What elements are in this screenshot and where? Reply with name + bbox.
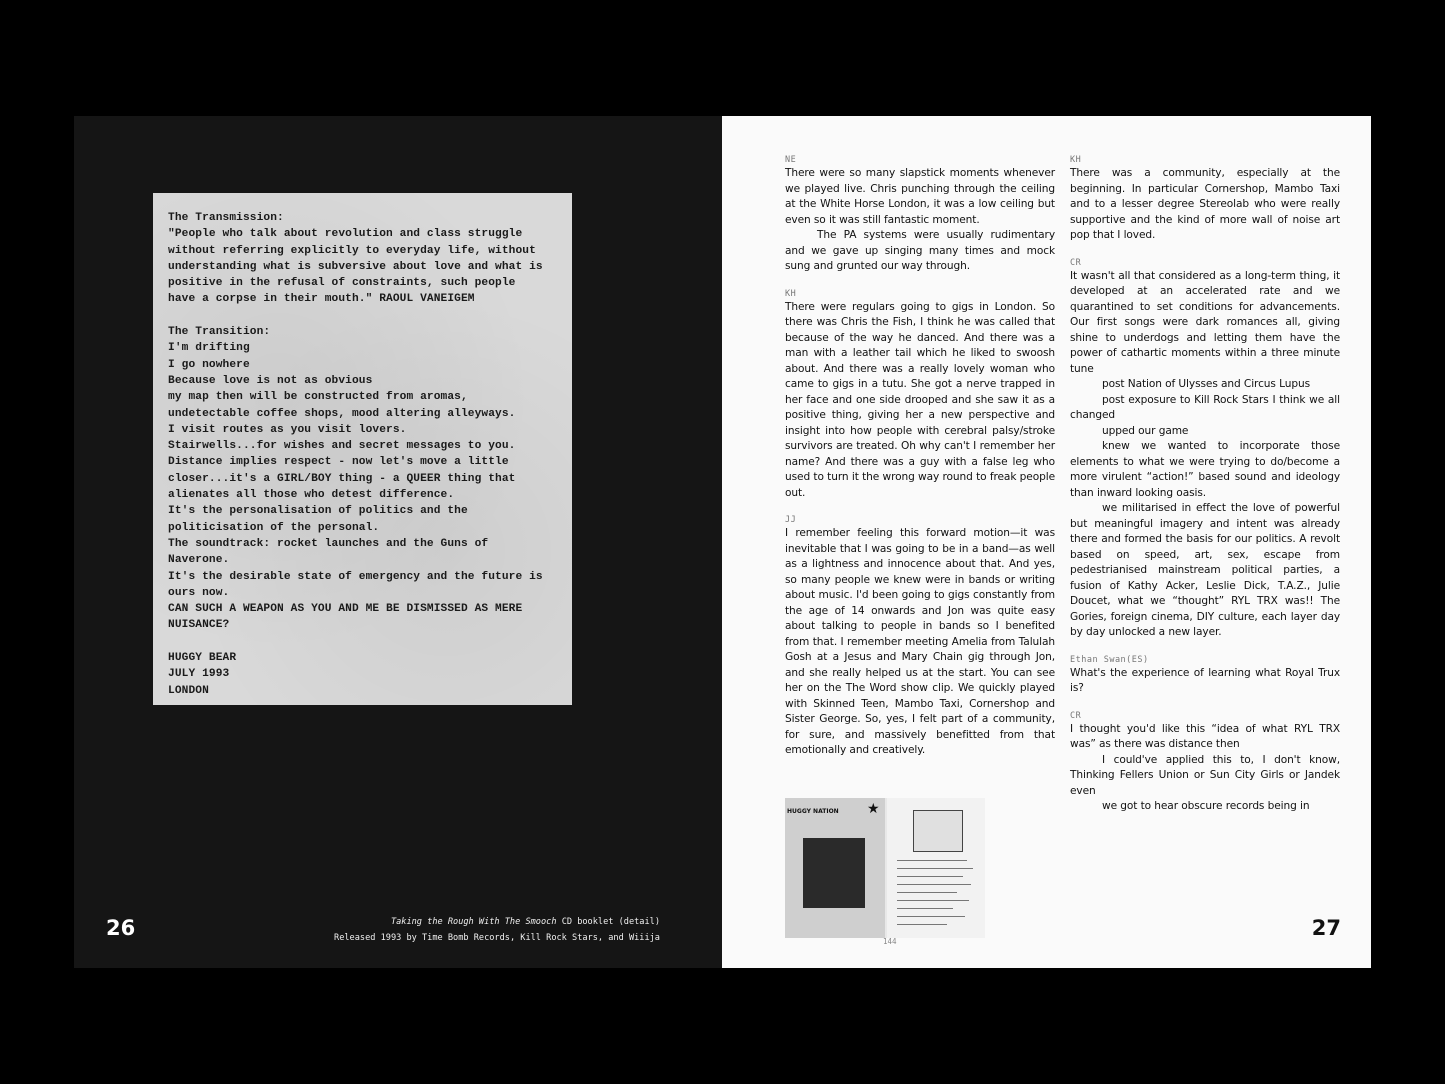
sheet-line: HUGGY BEAR <box>168 652 237 665</box>
interview-paragraph: What's the experience of learning what Royal Trux is? <box>1070 666 1340 694</box>
right-page <box>722 116 1371 968</box>
text-column-1 <box>785 154 1055 759</box>
interview-paragraph: The PA systems were usually rudimentary and we gave up singing many times and mock sung and grunted our way through. <box>785 229 1055 272</box>
speaker-initials: KH <box>1070 155 1082 165</box>
text-column-2 <box>1070 154 1340 815</box>
sheet-line: Because love is not as obvious <box>168 374 373 387</box>
zine-handwriting-line <box>897 908 953 909</box>
sheet-line: my map then will be constructed from aromas, <box>168 391 468 404</box>
sheet-line: understanding what is subversive about love and what is <box>168 260 543 273</box>
zine-handwriting-line <box>897 900 969 901</box>
sheet-line: "People who talk about revolution and class struggle <box>168 228 523 241</box>
zine-handwriting-line <box>897 924 947 925</box>
sheet-line <box>168 308 572 324</box>
sheet-line: have a corpse in their mouth." RAOUL VANEIGEM <box>168 293 475 306</box>
sheet-line: I'm drifting <box>168 342 250 355</box>
page-number-left: 26 <box>106 916 136 940</box>
page-number-right: 27 <box>1311 916 1341 940</box>
left-page <box>74 116 722 968</box>
sheet-line: positive in the refusal of constraints, such people <box>168 277 516 290</box>
image-caption <box>334 914 660 946</box>
sheet-line: ours now. <box>168 586 230 599</box>
speaker-initials: JJ <box>785 515 797 525</box>
sheet-line: without referring explicitly to everyday life, without <box>168 244 536 257</box>
sheet-line: CAN SUCH A WEAPON AS YOU AND ME BE DISMISSED AS MERE <box>168 603 523 616</box>
interview-paragraph: we got to hear obscure records being in <box>1102 800 1310 812</box>
sheet-line: undetectable coffee shops, mood altering alleyways. <box>168 407 516 420</box>
zine-title: HUGGY NATION <box>787 808 839 815</box>
interview-paragraph: knew we wanted to incorporate those elements to what we were trying to do/become a more virulent “action!” based sound and ideology than inward looking oasis. <box>1070 440 1340 499</box>
zine-handwritten-page <box>887 798 985 938</box>
zine-image <box>785 798 985 938</box>
interview-paragraph: I thought you'd like this “idea of what RYL TRX was” as there was distance then <box>1070 722 1340 750</box>
caption-release-line: Released 1993 by Time Bomb Records, Kill Rock Stars, and Wiiija <box>334 933 660 943</box>
sheet-line: Distance implies respect - now let's move a little <box>168 456 509 469</box>
sheet-line <box>168 634 572 650</box>
caption-title-suffix: CD booklet (detail) <box>556 917 660 927</box>
speaker-initials: NE <box>785 155 797 165</box>
sheet-line: The Transmission: <box>168 212 284 224</box>
zine-photo <box>803 838 865 908</box>
sheet-line: JULY 1993 <box>168 668 230 681</box>
zine-handwriting-line <box>897 916 965 917</box>
interview-paragraph: upped our game <box>1102 424 1189 437</box>
sheet-line: LONDON <box>168 684 209 697</box>
sheet-line: Stairwells...for wishes and secret messages to you. <box>168 440 516 453</box>
sheet-line: The soundtrack: rocket launches and the Guns of <box>168 537 489 550</box>
sheet-line: It's the personalisation of politics and the <box>168 505 468 518</box>
interview-paragraph: we militarised in effect the love of powerful but meaningful imagery and intent was already there and formed the basis for our politics. A revolt based on speed, art, sex, escape from pedestrianised mainstream political parties, a fusion of Kathy Acker, Leslie Dick, T.A.Z., Julie Doucet, what we “thought” RYL TRX was!! The Gories, foreign cinema, DIY culture, each layer day by day unlocked a new layer. <box>1070 502 1340 638</box>
sheet-line: It's the desirable state of emergency and the future is <box>168 570 543 583</box>
interview-paragraph: There were regulars going to gigs in London. So there was Chris the Fish, I think he was called that because of the way he danced. And there was a man with a leather tail which he liked to swoosh about. And there was a really lovely woman who came to gigs in a tutu. She got a nerve trapped in her face and one side drooped and she saw it as a positive thing, giving her a new perspective and insight into how people with cerebral palsy/stroke survivors are treated. Oh why can't I remember her name? And there was a guy with a false leg who used to turn it the wrong way round to freak people out. <box>785 300 1055 499</box>
sheet-line: The Transition: <box>168 326 271 339</box>
sheet-line: closer...it's a GIRL/BOY thing - a QUEER thing that <box>168 472 516 485</box>
speaker-initials: CR <box>1070 257 1082 268</box>
speaker-initials: CR <box>1070 710 1082 721</box>
sheet-line: NUISANCE? <box>168 619 230 632</box>
image-page-label: 144 <box>883 937 897 946</box>
interview-paragraph: I could've applied this to, I don't know, Thinking Fellers Union or Sun City Girls or Jandek even <box>1070 753 1340 797</box>
typed-manifesto-sheet <box>153 193 572 705</box>
zine-handwriting-line <box>897 884 971 885</box>
speaker-initials: KH <box>785 288 797 299</box>
interview-paragraph: post Nation of Ulysses and Circus Lupus <box>1102 378 1310 390</box>
sheet-line: alienates all those who detest difference. <box>168 489 455 502</box>
zine-cover <box>785 798 885 938</box>
zine-handwriting-line <box>897 868 973 869</box>
sheet-line: I visit routes as you visit lovers. <box>168 423 407 436</box>
interview-paragraph: I remember feeling this forward motion—it was inevitable that I was going to be in a band—as well as a lightness and innocence about that. And yes, so many people we knew were in bands or writing about music. I'd been going to gigs constantly from the age of 14 onwards and Jon was quite easy about talking to people in bands so I benefited from that. I remember meeting Amelia from Talulah Gosh at a Jesus and Mary Chain gig through Jon, and she really helped us at the start. You can see her on the The Word show clip. We quickly played with Skinned Teen, Mambo Taxi, Cornershop and Sister George. So, yes, I felt part of a community, for sure, and massively benefitted from that emotionally and creatively. <box>785 527 1055 756</box>
interview-paragraph: post exposure to Kill Rock Stars I think we all changed <box>1070 393 1340 421</box>
interview-paragraph: It wasn't all that considered as a long-term thing, it developed at an accelerated rate and we quarantined to set conditions for advancements. Our first songs were dark romances all, giving shine to underdogs and letting them have the power of cathartic moments within a three minute tune <box>1070 269 1340 375</box>
zine-drawing <box>913 810 963 852</box>
sheet-line: I go nowhere <box>168 358 250 371</box>
zine-handwriting-line <box>897 876 963 877</box>
book-spread <box>74 116 1371 968</box>
caption-title: Taking the Rough With The Smooch <box>390 917 557 927</box>
sheet-line: Naverone. <box>168 554 230 567</box>
speaker-initials: Ethan Swan(ES) <box>1070 654 1149 665</box>
sheet-line: politicisation of the personal. <box>168 521 380 534</box>
zine-handwriting-line <box>897 892 957 893</box>
interview-paragraph: There was a community, especially at the beginning. In particular Cornershop, Mambo Taxi and to a lesser degree Stereolab who were really supportive and the kind of more wall of noise art pop that I loved. <box>1070 167 1340 241</box>
interview-paragraph: There were so many slapstick moments whenever we played live. Chris punching through the ceiling at the White Horse London, it was a low ceiling but even so it was still fantastic moment. <box>785 167 1055 226</box>
star-icon: ★ <box>867 800 880 816</box>
zine-handwriting-line <box>897 860 967 861</box>
